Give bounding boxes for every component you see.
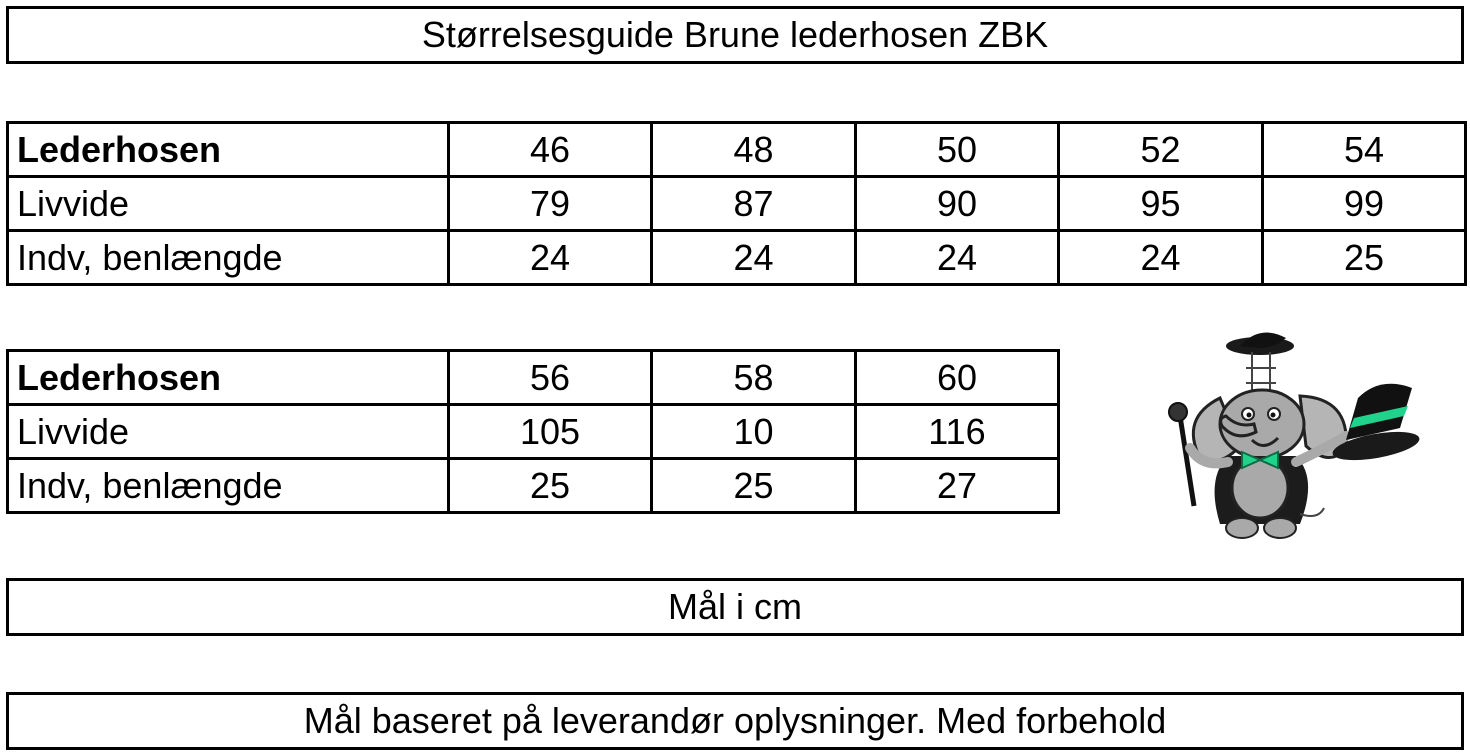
table-cell: 105 bbox=[449, 405, 652, 459]
table-cell: 116 bbox=[856, 405, 1059, 459]
belly bbox=[1232, 458, 1288, 518]
table-cell: 25 bbox=[652, 459, 856, 513]
table-row-inseam bbox=[8, 459, 1059, 513]
left-pupil bbox=[1247, 413, 1252, 418]
left-foot bbox=[1226, 518, 1258, 538]
cane-knob bbox=[1169, 403, 1187, 421]
cane bbox=[1180, 416, 1194, 506]
table-cell: 52 bbox=[1059, 123, 1263, 177]
table-cell: 24 bbox=[1059, 231, 1263, 285]
row-label: Indv, benlængde bbox=[8, 231, 449, 285]
table-cell: 79 bbox=[449, 177, 652, 231]
table-row-waist bbox=[8, 405, 1059, 459]
elephant-mascot-icon bbox=[1150, 328, 1430, 543]
page-title: Størrelsesguide Brune lederhosen ZBK bbox=[6, 6, 1464, 64]
table-row-inseam bbox=[8, 231, 1466, 285]
table-cell: 27 bbox=[856, 459, 1059, 513]
row-label: Lederhosen bbox=[8, 351, 449, 405]
table-cell: 25 bbox=[1263, 231, 1466, 285]
size-table-1 bbox=[6, 121, 1467, 286]
size-table-2 bbox=[6, 349, 1060, 514]
right-foot bbox=[1264, 518, 1296, 538]
table-cell: 25 bbox=[449, 459, 652, 513]
table-cell: 95 bbox=[1059, 177, 1263, 231]
table-cell: 24 bbox=[449, 231, 652, 285]
table-row-waist bbox=[8, 177, 1466, 231]
disclaimer-note: Mål baseret på leverandør oplysninger. Med forbehold bbox=[6, 692, 1464, 750]
table-row-size bbox=[8, 123, 1466, 177]
table-row-size bbox=[8, 351, 1059, 405]
row-label: Livvide bbox=[8, 177, 449, 231]
row-label: Indv, benlængde bbox=[8, 459, 449, 513]
table-cell: 56 bbox=[449, 351, 652, 405]
table-cell: 99 bbox=[1263, 177, 1466, 231]
table-cell: 10 bbox=[652, 405, 856, 459]
table-cell: 46 bbox=[449, 123, 652, 177]
table-cell: 24 bbox=[652, 231, 856, 285]
table-cell: 48 bbox=[652, 123, 856, 177]
table-cell: 90 bbox=[856, 177, 1059, 231]
table-cell: 50 bbox=[856, 123, 1059, 177]
table-cell: 87 bbox=[652, 177, 856, 231]
row-label: Lederhosen bbox=[8, 123, 449, 177]
right-pupil bbox=[1271, 413, 1276, 418]
table-cell: 54 bbox=[1263, 123, 1466, 177]
table-cell: 24 bbox=[856, 231, 1059, 285]
table-cell: 60 bbox=[856, 351, 1059, 405]
unit-note: Mål i cm bbox=[6, 578, 1464, 636]
row-label: Livvide bbox=[8, 405, 449, 459]
table-cell: 58 bbox=[652, 351, 856, 405]
